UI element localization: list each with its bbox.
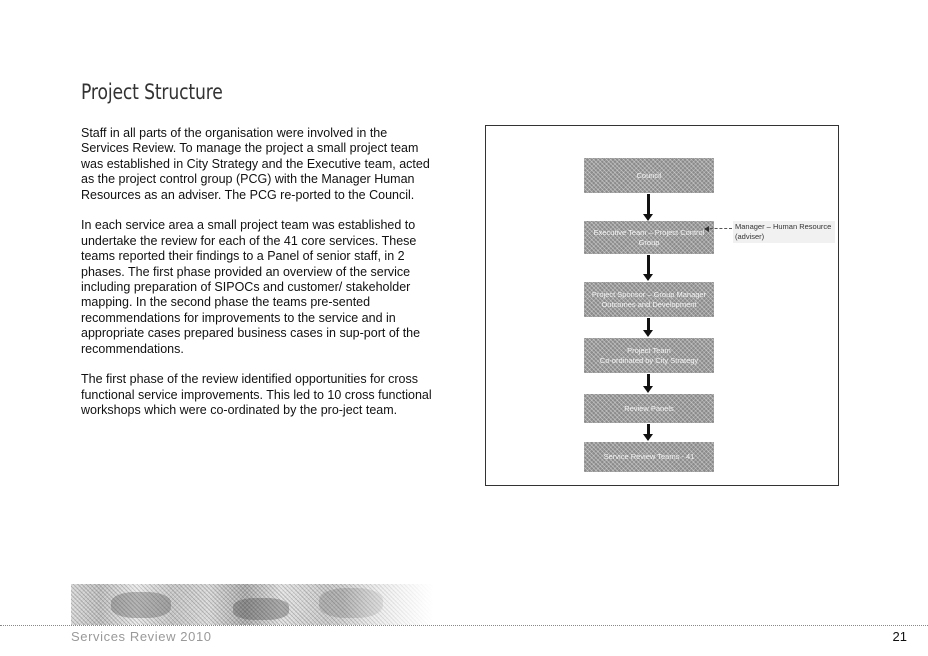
org-box-label: Council (636, 170, 662, 180)
left-arrow-icon (705, 228, 732, 229)
down-arrow-icon (647, 424, 650, 435)
org-box-label: Co-ordinated by City Strategy (599, 355, 699, 365)
body-text (81, 126, 436, 434)
org-box-project-sponsor (584, 282, 714, 317)
org-box-label: Review Panels (624, 403, 674, 413)
org-box-project-team (584, 338, 714, 373)
org-box-review-panels (584, 394, 714, 423)
org-box-label: Outcomes and Development (601, 299, 697, 309)
org-box-executive-team (584, 221, 714, 254)
page-title: Project Structure (81, 80, 223, 104)
down-arrow-icon (647, 194, 650, 215)
page-number: 21 (892, 629, 907, 644)
advisor-label (733, 221, 835, 243)
down-arrow-icon (647, 374, 650, 387)
org-box-service-review-teams (584, 442, 714, 472)
advisor-title: Manager – Human Resource (735, 222, 832, 231)
org-box-council (584, 158, 714, 193)
org-box-label: Executive Team – Project Control (593, 227, 705, 237)
org-box-label: Service Review Teams - 41 (603, 452, 695, 461)
footer-publication: Services Review 2010 (71, 629, 212, 644)
org-chart (485, 125, 839, 486)
paragraph: Staff in all parts of the organisation were involved in the Services Review. To manage the project a small project team was established in City Strategy and the Executive team, acted as the project control group (PCG) with the Manager Human Resources as an adviser. The PCG re-ported to the Council. (81, 126, 430, 202)
org-box-label: Group (638, 237, 660, 247)
down-arrow-icon (647, 255, 650, 275)
paragraph: In each service area a small project team was established to undertake the review for each of the 41 core services. These teams reported their findings to a Panel of senior staff, in 2 phases. The first phase provided an overview of the service including preparation of SIPOCs and customer/ stakeholder mapping. In the second phase the teams pre-sented recommendations for improvements to the service and in appropriate cases prepared business cases in sup-port of the recommendations. (81, 218, 421, 356)
org-box-label: Project Sponsor – Group Manager (591, 289, 707, 299)
org-box-label: Project Team (627, 345, 671, 355)
photo-strip-image (71, 584, 434, 625)
down-arrow-icon (647, 318, 650, 331)
paragraph: The first phase of the review identified opportunities for cross functional service improvements. This led to 10 cross functional workshops which were co-ordinated by the pro-ject team. (81, 372, 432, 418)
advisor-role: (adviser) (735, 232, 765, 241)
footer-divider (0, 625, 928, 626)
